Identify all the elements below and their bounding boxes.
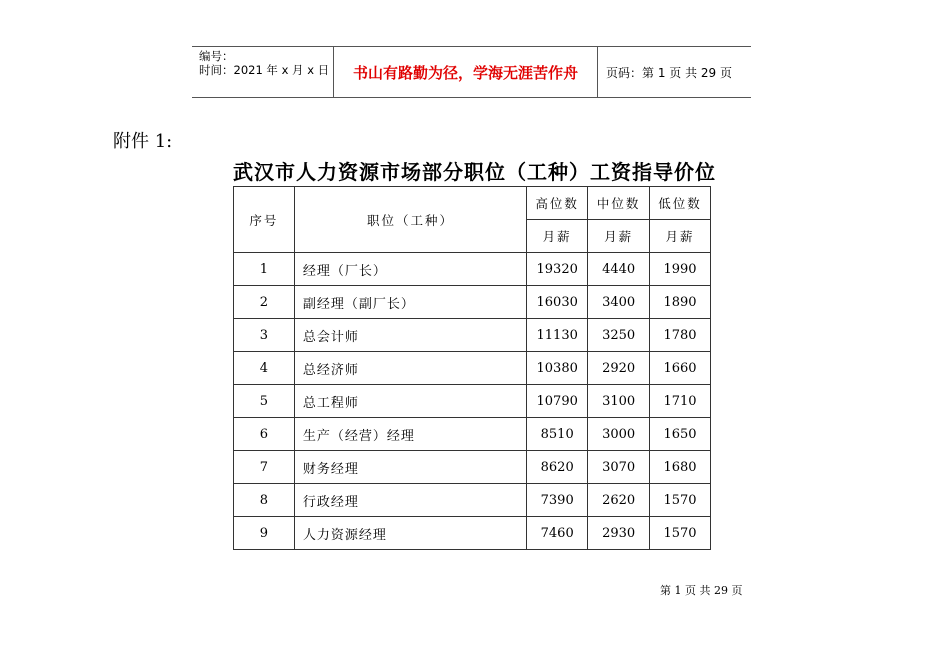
document-title: 武汉市人力资源市场部分职位（工种）工资指导价位 xyxy=(233,160,716,184)
header-time-label: 时间：2021 年 x 月 x 日 xyxy=(199,63,330,77)
header-page-info: 页码：第 1 页 共 29 页 xyxy=(606,65,732,80)
header-low: 低位数 xyxy=(650,187,711,220)
cell-seq: 7 xyxy=(234,451,295,484)
cell-mid: 2920 xyxy=(588,352,650,385)
cell-seq: 1 xyxy=(234,253,295,286)
cell-high: 7390 xyxy=(527,484,588,517)
attachment-label: 附件 1: xyxy=(113,131,173,152)
cell-mid: 3070 xyxy=(588,451,650,484)
subheader-monthly-high: 月薪 xyxy=(527,220,588,253)
cell-high: 10380 xyxy=(527,352,588,385)
table-row xyxy=(234,385,711,418)
cell-seq: 5 xyxy=(234,385,295,418)
cell-low: 1650 xyxy=(650,418,711,451)
cell-low: 1710 xyxy=(650,385,711,418)
cell-high: 8620 xyxy=(527,451,588,484)
header-position: 职位（工种） xyxy=(294,187,526,253)
cell-high: 10790 xyxy=(527,385,588,418)
cell-position: 副经理（副厂长） xyxy=(294,286,526,319)
cell-mid: 3100 xyxy=(588,385,650,418)
table-row xyxy=(234,352,711,385)
cell-position: 人力资源经理 xyxy=(294,517,526,550)
table-row xyxy=(234,517,711,550)
cell-seq: 2 xyxy=(234,286,295,319)
cell-low: 1660 xyxy=(650,352,711,385)
cell-mid: 4440 xyxy=(588,253,650,286)
cell-low: 1570 xyxy=(650,484,711,517)
header-seq: 序号 xyxy=(234,187,295,253)
cell-mid: 2930 xyxy=(588,517,650,550)
table-row xyxy=(234,286,711,319)
cell-seq: 8 xyxy=(234,484,295,517)
cell-low: 1890 xyxy=(650,286,711,319)
cell-mid: 3400 xyxy=(588,286,650,319)
salary-table xyxy=(233,186,711,550)
cell-seq: 4 xyxy=(234,352,295,385)
cell-position: 总经济师 xyxy=(294,352,526,385)
cell-high: 7460 xyxy=(527,517,588,550)
cell-position: 总会计师 xyxy=(294,319,526,352)
cell-seq: 6 xyxy=(234,418,295,451)
cell-mid: 3250 xyxy=(588,319,650,352)
cell-high: 16030 xyxy=(527,286,588,319)
cell-position: 财务经理 xyxy=(294,451,526,484)
header-high: 高位数 xyxy=(527,187,588,220)
cell-high: 11130 xyxy=(527,319,588,352)
header-number-label: 编号： xyxy=(199,49,234,63)
table-row xyxy=(234,319,711,352)
table-header-row xyxy=(234,187,711,220)
cell-mid: 3000 xyxy=(588,418,650,451)
header-meta xyxy=(192,47,334,97)
cell-low: 1680 xyxy=(650,451,711,484)
cell-low: 1990 xyxy=(650,253,711,286)
page-header xyxy=(192,46,751,98)
cell-position: 总工程师 xyxy=(294,385,526,418)
header-mid: 中位数 xyxy=(588,187,650,220)
cell-high: 8510 xyxy=(527,418,588,451)
cell-seq: 3 xyxy=(234,319,295,352)
cell-position: 经理（厂长） xyxy=(294,253,526,286)
subheader-monthly-low: 月薪 xyxy=(650,220,711,253)
cell-seq: 9 xyxy=(234,517,295,550)
table-row xyxy=(234,451,711,484)
table-row xyxy=(234,418,711,451)
cell-low: 1780 xyxy=(650,319,711,352)
cell-position: 行政经理 xyxy=(294,484,526,517)
cell-low: 1570 xyxy=(650,517,711,550)
cell-high: 19320 xyxy=(527,253,588,286)
cell-position: 生产（经营）经理 xyxy=(294,418,526,451)
table-row xyxy=(234,484,711,517)
table-row xyxy=(234,253,711,286)
page-footer: 第 1 页 共 29 页 xyxy=(660,584,743,597)
cell-mid: 2620 xyxy=(588,484,650,517)
subheader-monthly-mid: 月薪 xyxy=(588,220,650,253)
header-motto: 书山有路勤为径，学海无涯苦作舟 xyxy=(334,47,598,97)
